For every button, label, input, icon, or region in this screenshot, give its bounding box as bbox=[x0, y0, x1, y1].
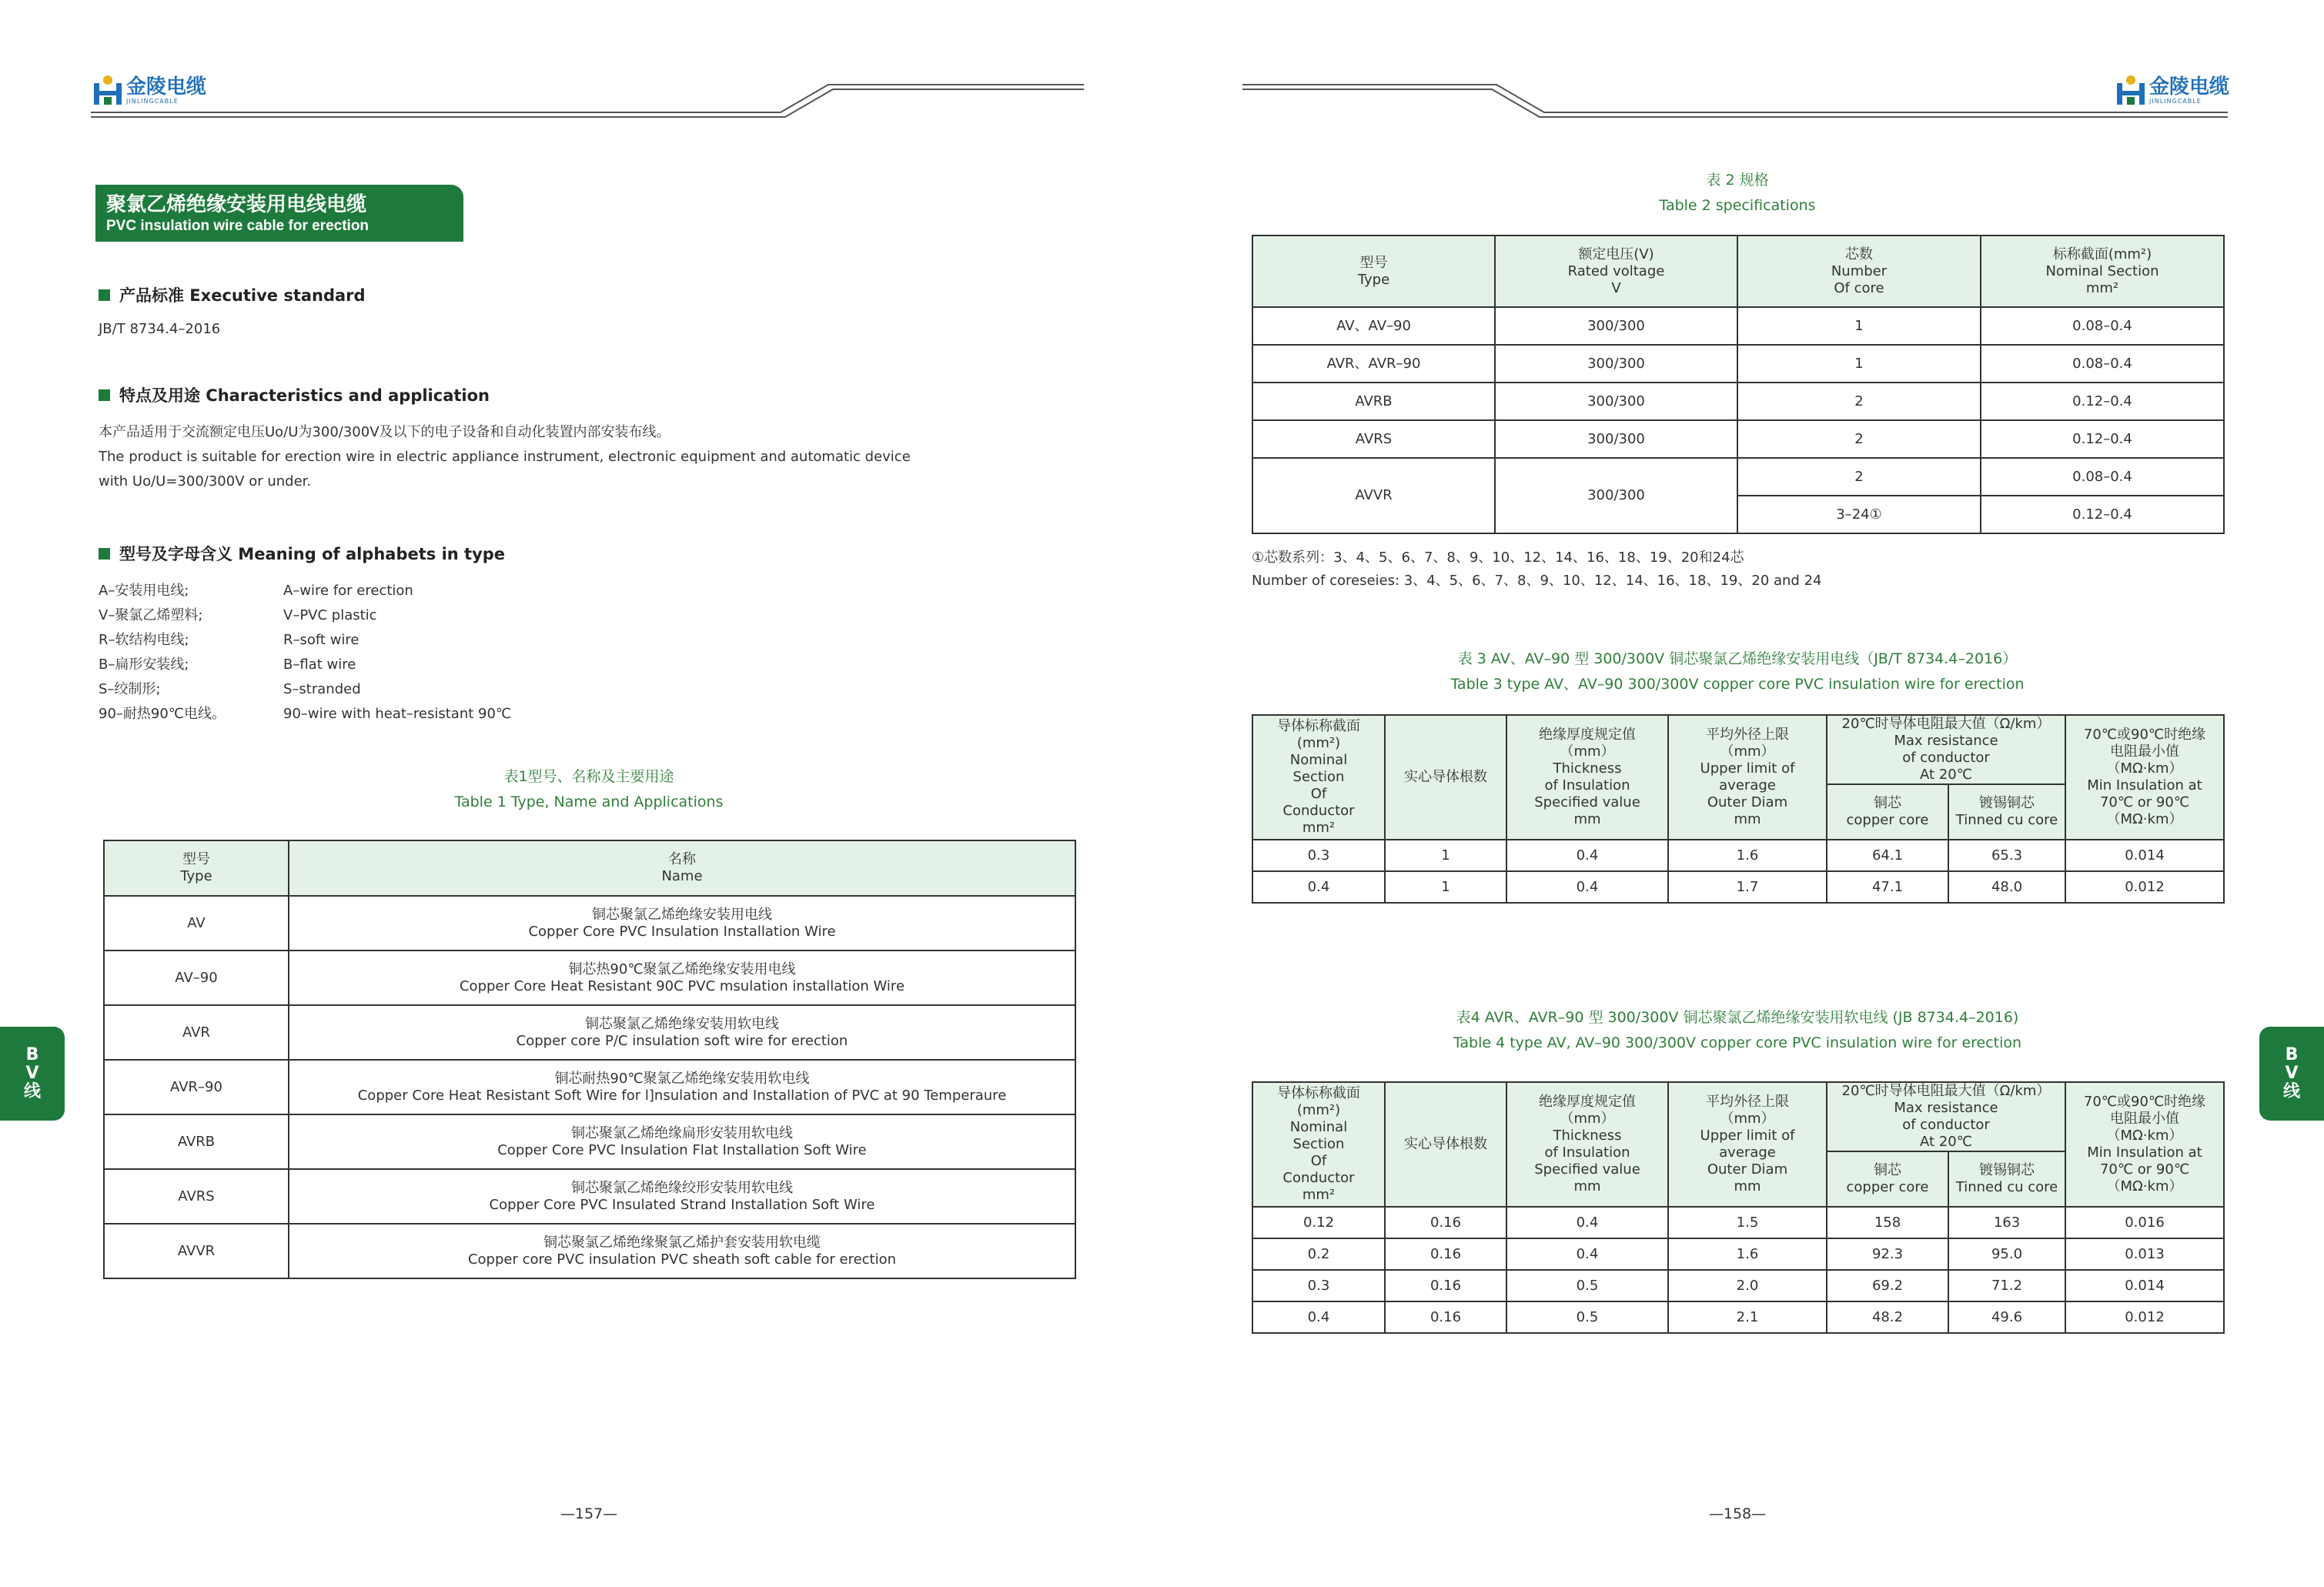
table4-avr-wire bbox=[1252, 1081, 2225, 1334]
table1-caption bbox=[103, 764, 1075, 815]
brand-logo-right bbox=[2115, 74, 2229, 108]
table2-cell: 3–24① bbox=[1737, 496, 1981, 533]
table-row bbox=[1252, 345, 2224, 383]
table1-type-cell: AVRS bbox=[104, 1169, 289, 1224]
table2-cell: AVR、AVR–90 bbox=[1252, 345, 1495, 383]
table2-header-voltage: 额定电压(V) Rated voltage V bbox=[1495, 236, 1737, 307]
brand-name-en: JINLINGCABLE bbox=[126, 98, 179, 105]
meaning-zh: R–软结构电线; bbox=[99, 632, 189, 648]
table3-caption-zh: 表 3 AV、AV–90 型 300/300V 铜芯聚氯乙烯绝缘安装用电线（JB/T 8734.4–2016） bbox=[1457, 650, 2018, 667]
table1-type-cell: AVRB bbox=[104, 1114, 289, 1169]
table-row bbox=[1252, 840, 2224, 871]
meaning-zh: 90–耐热90℃电线。 bbox=[99, 706, 226, 722]
table3-cell: 0.4 bbox=[1506, 840, 1668, 871]
table2-cell: AVVR bbox=[1252, 458, 1495, 533]
table4-cell: 0.2 bbox=[1252, 1238, 1385, 1270]
table1-type-cell: AVR bbox=[104, 1005, 289, 1060]
table-row bbox=[1252, 1207, 2224, 1238]
table-row bbox=[1252, 1238, 2224, 1270]
characteristics-text bbox=[99, 420, 961, 494]
table1-name-cell: 铜芯耐热90℃聚氯乙烯绝缘安装用软电线 Copper Core Heat Resistant Soft Wire for l]nsulation and Installation of PVC at 90 Temperaure bbox=[289, 1060, 1075, 1114]
table1-caption-zh: 表1型号、名称及主要用途 bbox=[503, 768, 674, 785]
table1-types bbox=[103, 840, 1076, 1279]
table2-cell: 300/300 bbox=[1495, 458, 1737, 533]
table3-header-section: 导体标称截面 (mm²) Nominal Section Of Conductor mm² bbox=[1252, 715, 1385, 840]
table1-header-type: 型号 Type bbox=[104, 840, 289, 896]
table-row bbox=[1252, 1301, 2224, 1333]
table-row bbox=[1252, 458, 2224, 496]
banner-title-zh: 聚氯乙烯绝缘安装用电线电缆 bbox=[106, 193, 367, 216]
table4-header-copper: 铜芯 copper core bbox=[1827, 1151, 1948, 1207]
banner-title-en: PVC insulation wire cable for erection bbox=[106, 218, 369, 234]
table3-cell: 0.4 bbox=[1252, 871, 1385, 903]
page-number-left: —157— bbox=[560, 1505, 618, 1522]
table4-cell: 2.0 bbox=[1668, 1270, 1827, 1301]
table-row bbox=[1252, 1270, 2224, 1301]
table1-name-cell: 铜芯聚氯乙烯绝缘聚氯乙烯护套安装用软电缆 Copper core PVC insulation PVC sheath soft cable for erection bbox=[289, 1224, 1075, 1278]
table4-header-insulation: 70℃或90℃时绝缘 电阻最小值 （MΩ·km） Min Insulation at 70℃ or 90℃ （MΩ·km） bbox=[2065, 1082, 2224, 1207]
meaning-heading: 型号及字母含义 Meaning of alphabets in type bbox=[99, 542, 505, 565]
standard-text: JB/T 8734.4–2016 bbox=[99, 321, 221, 337]
table3-av-wire bbox=[1252, 714, 2225, 904]
table3-header-resistance: 20℃时导体电阻最大值（Ω/km） Max resistance of conductor At 20℃ bbox=[1827, 715, 2065, 784]
table4-cell: 49.6 bbox=[1948, 1301, 2065, 1333]
table4-cell: 95.0 bbox=[1948, 1238, 2065, 1270]
brand-name-en: JINLINGCABLE bbox=[2149, 98, 2202, 105]
table3-caption-en: Table 3 type AV、AV–90 300/300V copper core PVC insulation wire for erection bbox=[1450, 676, 2025, 693]
table4-cell: 0.16 bbox=[1385, 1207, 1506, 1238]
table2-note bbox=[1252, 546, 2223, 593]
table2-caption-en: Table 2 specifications bbox=[1659, 197, 1816, 214]
table4-cell: 0.16 bbox=[1385, 1301, 1506, 1333]
table2-cell: 1 bbox=[1737, 345, 1981, 383]
table4-cell: 71.2 bbox=[1948, 1270, 2065, 1301]
table4-cell: 92.3 bbox=[1827, 1238, 1948, 1270]
table4-cell: 1.6 bbox=[1668, 1238, 1827, 1270]
square-bullet-icon bbox=[99, 389, 110, 401]
table3-cell: 65.3 bbox=[1948, 840, 2065, 871]
page-number-right: —158— bbox=[1708, 1505, 1767, 1522]
table2-cell: 0.12–0.4 bbox=[1981, 420, 2224, 458]
table3-cell: 0.4 bbox=[1506, 871, 1668, 903]
table-row bbox=[104, 951, 1075, 1005]
table2-cell: 0.12–0.4 bbox=[1981, 383, 2224, 420]
table4-cell: 48.2 bbox=[1827, 1301, 1948, 1333]
brand-name: 金陵电缆 bbox=[2149, 75, 2230, 99]
table4-cell: 0.5 bbox=[1506, 1301, 1668, 1333]
characteristics-line: 本产品适用于交流额定电压Uo/U为300/300V及以下的电子设备和自动化装置内部安装布线。 bbox=[99, 424, 670, 440]
table2-specifications bbox=[1252, 235, 2225, 534]
table3-header-copper: 铜芯 copper core bbox=[1827, 784, 1948, 840]
table2-cell: AVRB bbox=[1252, 383, 1495, 420]
table3-header-tinned: 镀锡铜芯 Tinned cu core bbox=[1948, 784, 2065, 840]
table1-type-cell: AV bbox=[104, 896, 289, 951]
table4-header-diam: 平均外径上限 （mm） Upper limit of average Outer Diam mm bbox=[1668, 1082, 1827, 1207]
table1-name-cell: 铜芯聚氯乙烯绝缘安装用电线 Copper Core PVC Insulation Installation Wire bbox=[289, 896, 1075, 951]
table3-cell: 0.3 bbox=[1252, 840, 1385, 871]
table1-caption-en: Table 1 Type, Name and Applications bbox=[454, 794, 724, 810]
meaning-en: S–stranded bbox=[283, 681, 361, 697]
table4-cell: 1.5 bbox=[1668, 1207, 1827, 1238]
table1-type-cell: AVR–90 bbox=[104, 1060, 289, 1114]
table2-cell: 300/300 bbox=[1495, 307, 1737, 345]
table-row bbox=[104, 1005, 1075, 1060]
table4-cell: 0.12 bbox=[1252, 1207, 1385, 1238]
table4-caption bbox=[1252, 1005, 2223, 1056]
table4-header-resistance: 20℃时导体电阻最大值（Ω/km） Max resistance of conductor At 20℃ bbox=[1827, 1082, 2065, 1151]
table-row bbox=[104, 1060, 1075, 1114]
table3-cell: 0.014 bbox=[2065, 840, 2224, 871]
meaning-en: 90–wire with heat–resistant 90℃ bbox=[283, 706, 512, 722]
table4-header-strands: 实心导体根数 bbox=[1385, 1082, 1506, 1207]
table-row bbox=[1252, 871, 2224, 903]
table4-cell: 0.4 bbox=[1252, 1301, 1385, 1333]
table4-cell: 0.013 bbox=[2065, 1238, 2224, 1270]
table3-header-thickness: 绝缘厚度规定值 （mm） Thickness of Insulation Specified value mm bbox=[1506, 715, 1668, 840]
table3-cell: 64.1 bbox=[1827, 840, 1948, 871]
table2-caption-zh: 表 2 规格 bbox=[1706, 172, 1769, 189]
standard-heading: 产品标准 Executive standard bbox=[99, 283, 366, 306]
meaning-zh: A–安装用电线; bbox=[99, 583, 189, 599]
table2-cell: AV、AV–90 bbox=[1252, 307, 1495, 345]
table4-cell: 0.16 bbox=[1385, 1238, 1506, 1270]
side-tab-right: B V 线 bbox=[2259, 1027, 2324, 1121]
table4-cell: 2.1 bbox=[1668, 1301, 1827, 1333]
table3-caption bbox=[1252, 646, 2223, 697]
table1-name-cell: 铜芯聚氯乙烯绝缘绞形安装用软电线 Copper Core PVC Insulated Strand Installation Soft Wire bbox=[289, 1169, 1075, 1224]
table1-header-name: 名称 Name bbox=[289, 840, 1075, 896]
table-row bbox=[104, 1224, 1075, 1278]
table4-caption-zh: 表4 AVR、AVR–90 型 300/300V 铜芯聚氯乙烯绝缘安装用软电线 (JB 8734.4–2016) bbox=[1456, 1009, 2019, 1026]
brand-name: 金陵电缆 bbox=[126, 75, 207, 99]
table2-cell: 0.08–0.4 bbox=[1981, 307, 2224, 345]
table4-cell: 0.4 bbox=[1506, 1207, 1668, 1238]
characteristics-line: with Uo/U=300/300V or under. bbox=[99, 473, 312, 489]
table2-caption bbox=[1252, 168, 2223, 219]
table3-header-strands: 实心导体根数 bbox=[1385, 715, 1506, 840]
header-rule-left bbox=[91, 77, 1084, 120]
table4-caption-en: Table 4 type AV, AV–90 300/300V copper core PVC insulation wire for erection bbox=[1453, 1034, 2022, 1051]
table4-header-tinned: 镀锡铜芯 Tinned cu core bbox=[1948, 1151, 2065, 1207]
table2-cell: 1 bbox=[1737, 307, 1981, 345]
table4-cell: 158 bbox=[1827, 1207, 1948, 1238]
meaning-zh: B–扁形安装线; bbox=[99, 657, 189, 673]
table4-cell: 0.5 bbox=[1506, 1270, 1668, 1301]
table-row bbox=[1252, 307, 2224, 345]
table2-cell: 300/300 bbox=[1495, 420, 1737, 458]
characteristics-heading: 特点及用途 Characteristics and application bbox=[99, 383, 490, 406]
table1-type-cell: AV–90 bbox=[104, 951, 289, 1005]
table2-cell: 300/300 bbox=[1495, 345, 1737, 383]
side-tab-left: B V 线 bbox=[0, 1027, 65, 1121]
table2-cell: 0.12–0.4 bbox=[1981, 496, 2224, 533]
square-bullet-icon bbox=[99, 289, 110, 301]
table2-header-type: 型号 Type bbox=[1252, 236, 1495, 307]
table1-type-cell: AVVR bbox=[104, 1224, 289, 1278]
section-banner bbox=[95, 185, 463, 242]
alphabet-meaning-list bbox=[99, 579, 530, 727]
table4-cell: 0.4 bbox=[1506, 1238, 1668, 1270]
meaning-en: A–wire for erection bbox=[283, 583, 413, 599]
table4-cell: 0.016 bbox=[2065, 1207, 2224, 1238]
brand-emblem-icon bbox=[2115, 74, 2146, 108]
table2-cell: 0.08–0.4 bbox=[1981, 458, 2224, 496]
table4-cell: 0.012 bbox=[2065, 1301, 2224, 1333]
header-rule-right bbox=[1242, 77, 2228, 120]
table3-cell: 0.012 bbox=[2065, 871, 2224, 903]
table1-name-cell: 铜芯聚氯乙烯绝缘安装用软电线 Copper core P/C insulation soft wire for erection bbox=[289, 1005, 1075, 1060]
table2-cell: 2 bbox=[1737, 383, 1981, 420]
meaning-en: B–flat wire bbox=[283, 657, 356, 673]
table1-name-cell: 铜芯聚氯乙烯绝缘扁形安装用软电线 Copper Core PVC Insulation Flat Installation Soft Wire bbox=[289, 1114, 1075, 1169]
table3-cell: 1.6 bbox=[1668, 840, 1827, 871]
table3-cell: 1 bbox=[1385, 871, 1506, 903]
meaning-zh: S–绞制形; bbox=[99, 681, 161, 697]
meaning-zh: V–聚氯乙烯塑料; bbox=[99, 607, 203, 623]
meaning-en: V–PVC plastic bbox=[283, 607, 377, 623]
table2-cell: 2 bbox=[1737, 420, 1981, 458]
table3-cell: 47.1 bbox=[1827, 871, 1948, 903]
table2-cell: AVRS bbox=[1252, 420, 1495, 458]
table2-cell: 0.08–0.4 bbox=[1981, 345, 2224, 383]
meaning-en: R–soft wire bbox=[283, 632, 359, 648]
square-bullet-icon bbox=[99, 548, 110, 560]
table-row bbox=[1252, 383, 2224, 420]
table3-cell: 1.7 bbox=[1668, 871, 1827, 903]
table-row bbox=[104, 1114, 1075, 1169]
table2-cell: 2 bbox=[1737, 458, 1981, 496]
table4-header-section: 导体标称截面 (mm²) Nominal Section Of Conductor mm² bbox=[1252, 1082, 1385, 1207]
table2-header-section: 标称截面(mm²) Nominal Section mm² bbox=[1981, 236, 2224, 307]
table4-header-thickness: 绝缘厚度规定值 （mm） Thickness of Insulation Specified value mm bbox=[1506, 1082, 1668, 1207]
table-row bbox=[104, 896, 1075, 951]
table2-cell: 300/300 bbox=[1495, 383, 1737, 420]
table-row bbox=[104, 1169, 1075, 1224]
characteristics-line: The product is suitable for erection wire in electric appliance instrument, electronic equipment and automatic device bbox=[99, 449, 911, 465]
table3-cell: 1 bbox=[1385, 840, 1506, 871]
table4-cell: 0.014 bbox=[2065, 1270, 2224, 1301]
table3-header-insulation: 70℃或90℃时绝缘 电阻最小值 （MΩ·km） Min Insulation at 70℃ or 90℃ （MΩ·km） bbox=[2065, 715, 2224, 840]
table2-header-cores: 芯数 Number Of core bbox=[1737, 236, 1981, 307]
table2-note-zh: ①芯数系列：3、4、5、6、7、8、9、10、12、14、16、18、19、20和24芯 bbox=[1252, 550, 1744, 566]
table3-header-diam: 平均外径上限 （mm） Upper limit of average Outer Diam mm bbox=[1668, 715, 1827, 840]
table4-cell: 0.3 bbox=[1252, 1270, 1385, 1301]
table4-cell: 69.2 bbox=[1827, 1270, 1948, 1301]
table2-note-en: Number of coreseies: 3、4、5、6、7、8、9、10、12、14、16、18、19、20 and 24 bbox=[1252, 573, 1822, 589]
table3-cell: 48.0 bbox=[1948, 871, 2065, 903]
table1-name-cell: 铜芯热90℃聚氯乙烯绝缘安装用电线 Copper Core Heat Resistant 90C PVC msulation installation Wire bbox=[289, 951, 1075, 1005]
table-row bbox=[1252, 420, 2224, 458]
table4-cell: 0.16 bbox=[1385, 1270, 1506, 1301]
table4-cell: 163 bbox=[1948, 1207, 2065, 1238]
